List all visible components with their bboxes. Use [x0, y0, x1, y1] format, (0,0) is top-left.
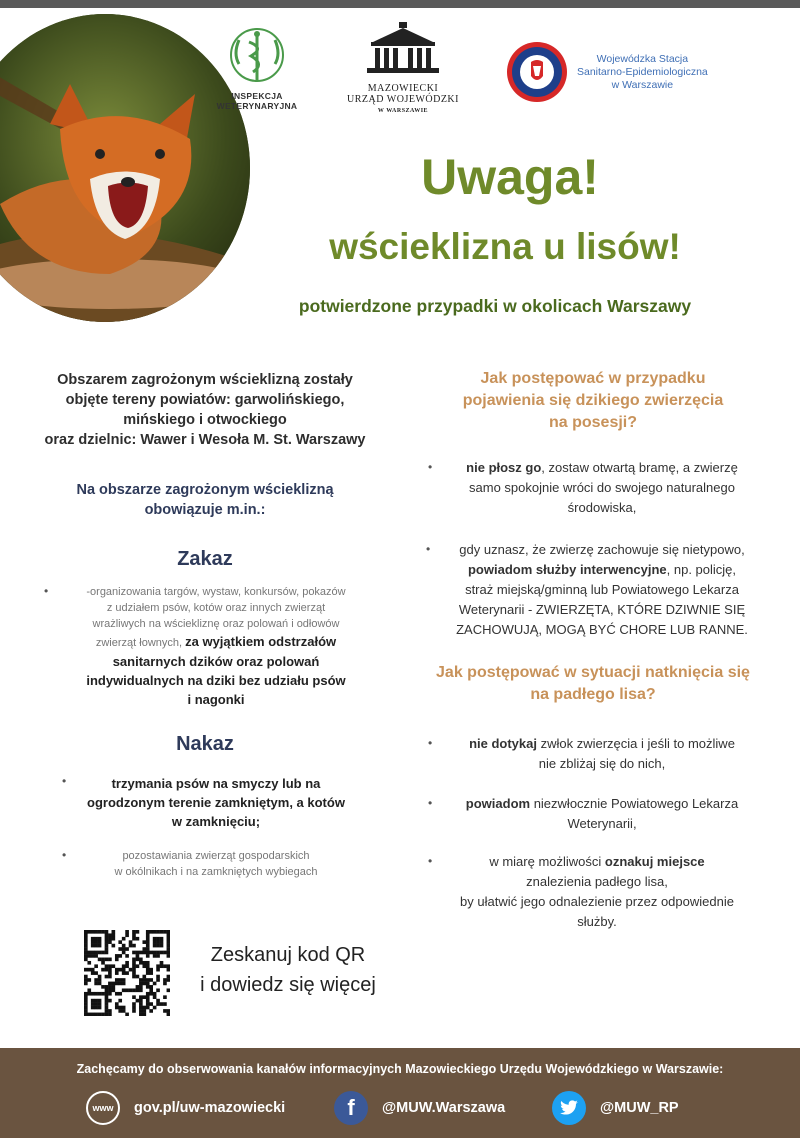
nakaz-line: trzymania psów na smyczy lub na — [111, 776, 321, 791]
headline-sub: potwierdzone przypadki w okolicach Warszawy — [298, 296, 692, 316]
qr-code-icon — [84, 930, 170, 1016]
answer-text: zwłok zwierzęcia i jeśli to możliwe — [536, 736, 735, 751]
answer-text: , zostaw otwartą bramę, a zwierzę — [541, 460, 738, 475]
qr-caption-line: i dowiedz się więcej — [200, 974, 376, 996]
zakaz-exception-line: indywidualnych na dziki bez udziału psów — [86, 673, 346, 688]
answer-text: niezwłocznie Powiatowego Lekarza — [530, 796, 739, 811]
answer-line: znalezienia padłego lisa, — [526, 874, 668, 889]
area-line: mińskiego i otwockiego — [123, 412, 287, 428]
answer-bold: nie dotykaj — [469, 736, 537, 751]
bullet-dot: • — [428, 854, 433, 868]
caduceus-icon — [225, 24, 289, 86]
nakaz-line: w zamknięciu; — [171, 814, 261, 829]
answer-bold: powiadom służby interwencyjne — [467, 562, 667, 577]
facebook-text: @MUW.Warszawa — [382, 1100, 506, 1116]
website-text: gov.pl/uw-mazowiecki — [134, 1100, 286, 1116]
question-1-heading — [400, 368, 786, 434]
question-2-heading — [400, 662, 786, 706]
answer-line: służby. — [577, 914, 617, 929]
bullet-dot: • — [426, 542, 431, 556]
answer-1-item-2 — [430, 540, 774, 640]
threatened-area-text — [14, 370, 396, 450]
logo-muw-line3: W WARSZAWIE — [377, 108, 429, 114]
answer-2-item-3 — [420, 852, 774, 932]
answer-line: nie zbliżaj się do nich, — [538, 756, 666, 771]
logo-wsse-line2: Sanitarno-Epidemiologiczna — [577, 65, 708, 78]
zakaz-line: z udziałem psów, kotów oraz innych zwierząt — [106, 602, 326, 614]
answer-line: by ułatwić jego odnalezienie przez odpowiednie — [460, 894, 734, 909]
twitter-text: @MUW_RP — [600, 1100, 679, 1116]
question-line: Jak postępować w przypadku — [480, 370, 706, 387]
zakaz-item — [56, 584, 376, 709]
logo-inspekcja-weterynaryjna — [212, 24, 302, 111]
answer-line: gdy uznasz, że zwierzę zachowuje się nietypowo, — [459, 542, 745, 557]
obligations-line: Na obszarze zagrożonym wścieklizną — [76, 482, 334, 498]
answer-2-item-2 — [430, 794, 774, 834]
answer-1-item-1 — [430, 458, 774, 518]
zakaz-exception: za wyjątkiem odstrzałów — [185, 634, 337, 649]
answer-line: środowiska, — [567, 500, 637, 515]
question-line: na posesji? — [548, 414, 638, 431]
nakaz-line: pozostawiania zwierząt gospodarskich — [122, 850, 310, 862]
headline-uwaga: Uwaga! — [421, 149, 599, 205]
answer-line: ZACHOWUJĄ, MOGĄ BYĆ CHORE LUB RANNE. — [456, 622, 748, 637]
bullet-dot: • — [428, 796, 433, 810]
top-bar — [0, 0, 800, 8]
bullet-dot: • — [428, 736, 433, 750]
footer-bar — [0, 1048, 800, 1138]
logo-wsse-line1: Wojewódzka Stacja — [596, 52, 689, 65]
answer-line: Weterynarii, — [567, 816, 637, 831]
www-icon — [86, 1091, 120, 1125]
nakaz-item-1 — [66, 774, 366, 831]
nakaz-line: ogrodzonym terenie zamkniętym, a kotów — [87, 795, 345, 810]
zakaz-exception-line: i nagonki — [187, 692, 245, 707]
bullet-dot: • — [428, 460, 433, 474]
zakaz-line: zwierząt łownych, — [95, 637, 183, 649]
question-line: Jak postępować w sytuacji natknięcia się — [436, 664, 750, 681]
bullet-dot: • — [62, 774, 67, 788]
bullet-dot: • — [62, 848, 67, 862]
zakaz-line: -organizowania targów, wystaw, konkursów, pokazów — [86, 586, 346, 598]
website-link[interactable] — [86, 1090, 285, 1126]
zakaz-heading: Zakaz — [177, 548, 233, 570]
obligations-line: obowiązuje m.in.: — [144, 502, 266, 518]
building-icon — [363, 20, 443, 76]
sanepid-emblem-icon — [505, 40, 569, 104]
area-line: Obszarem zagrożonym wścieklizną zostały — [57, 372, 353, 388]
answer-line: samo spokojnie wróci do swojego naturalnego — [469, 480, 735, 495]
twitter-link[interactable] — [552, 1090, 679, 1126]
qr-code[interactable] — [84, 930, 170, 1016]
www-icon-label: www — [92, 1103, 114, 1113]
logo-muw — [338, 20, 468, 114]
logo-wsse-line3: w Warszawie — [611, 78, 674, 91]
bullet-dot: • — [44, 584, 49, 598]
nakaz-line: w okólnikach i na zamkniętych wybiegach — [114, 866, 318, 878]
area-line: oraz dzielnic: Wawer i Wesoła M. St. Warszawy — [44, 432, 366, 448]
answer-2-item-1 — [430, 734, 774, 774]
facebook-icon: f — [334, 1091, 368, 1125]
answer-text: , np. policję, — [666, 562, 737, 577]
logo-iw-line1: INSPEKCJA — [231, 91, 283, 101]
nakaz-item-2 — [66, 848, 366, 880]
answer-bold: powiadom — [465, 796, 531, 811]
qr-caption — [188, 940, 388, 1000]
facebook-link[interactable] — [334, 1090, 505, 1126]
answer-text: w miarę możliwości — [489, 854, 605, 869]
answer-bold: nie płosz go — [466, 460, 542, 475]
obligations-intro — [14, 480, 396, 520]
logo-muw-line1: MAZOWIECKI — [367, 83, 439, 94]
answer-line: straż miejską/gminną lub Powiatowego Lekarza — [465, 582, 739, 597]
qr-caption-line: Zeskanuj kod QR — [210, 944, 366, 966]
zakaz-line: wrażliwych na wściekliznę oraz polowań i odłowów — [92, 618, 340, 630]
question-line: pojawienia się dzikiego zwierzęcia — [462, 392, 724, 409]
zakaz-exception-line: sanitarnych dzików oraz polowań — [112, 654, 320, 669]
question-line: na padłego lisa? — [530, 686, 656, 703]
answer-bold: oznakuj miejsce — [604, 854, 705, 869]
logo-iw-line2: WETERYNARYJNA — [216, 101, 298, 111]
twitter-icon — [552, 1091, 586, 1125]
logo-wsse — [505, 40, 735, 104]
area-line: objęte tereny powiatów: garwolińskiego, — [65, 392, 345, 408]
nakaz-heading: Nakaz — [176, 733, 234, 755]
headline-main: wścieklizna u lisów! — [329, 226, 681, 267]
footer-title: Zachęcamy do obserwowania kanałów informacyjnych Mazowieckiego Urzędu Wojewódzkiego w Warszawie: — [76, 1062, 724, 1076]
answer-line: Weterynarii - ZWIERZĘTA, KTÓRE DZIWNIE SIĘ — [458, 602, 746, 617]
logo-muw-line2: URZĄD WOJEWÓDZKI — [347, 94, 459, 105]
